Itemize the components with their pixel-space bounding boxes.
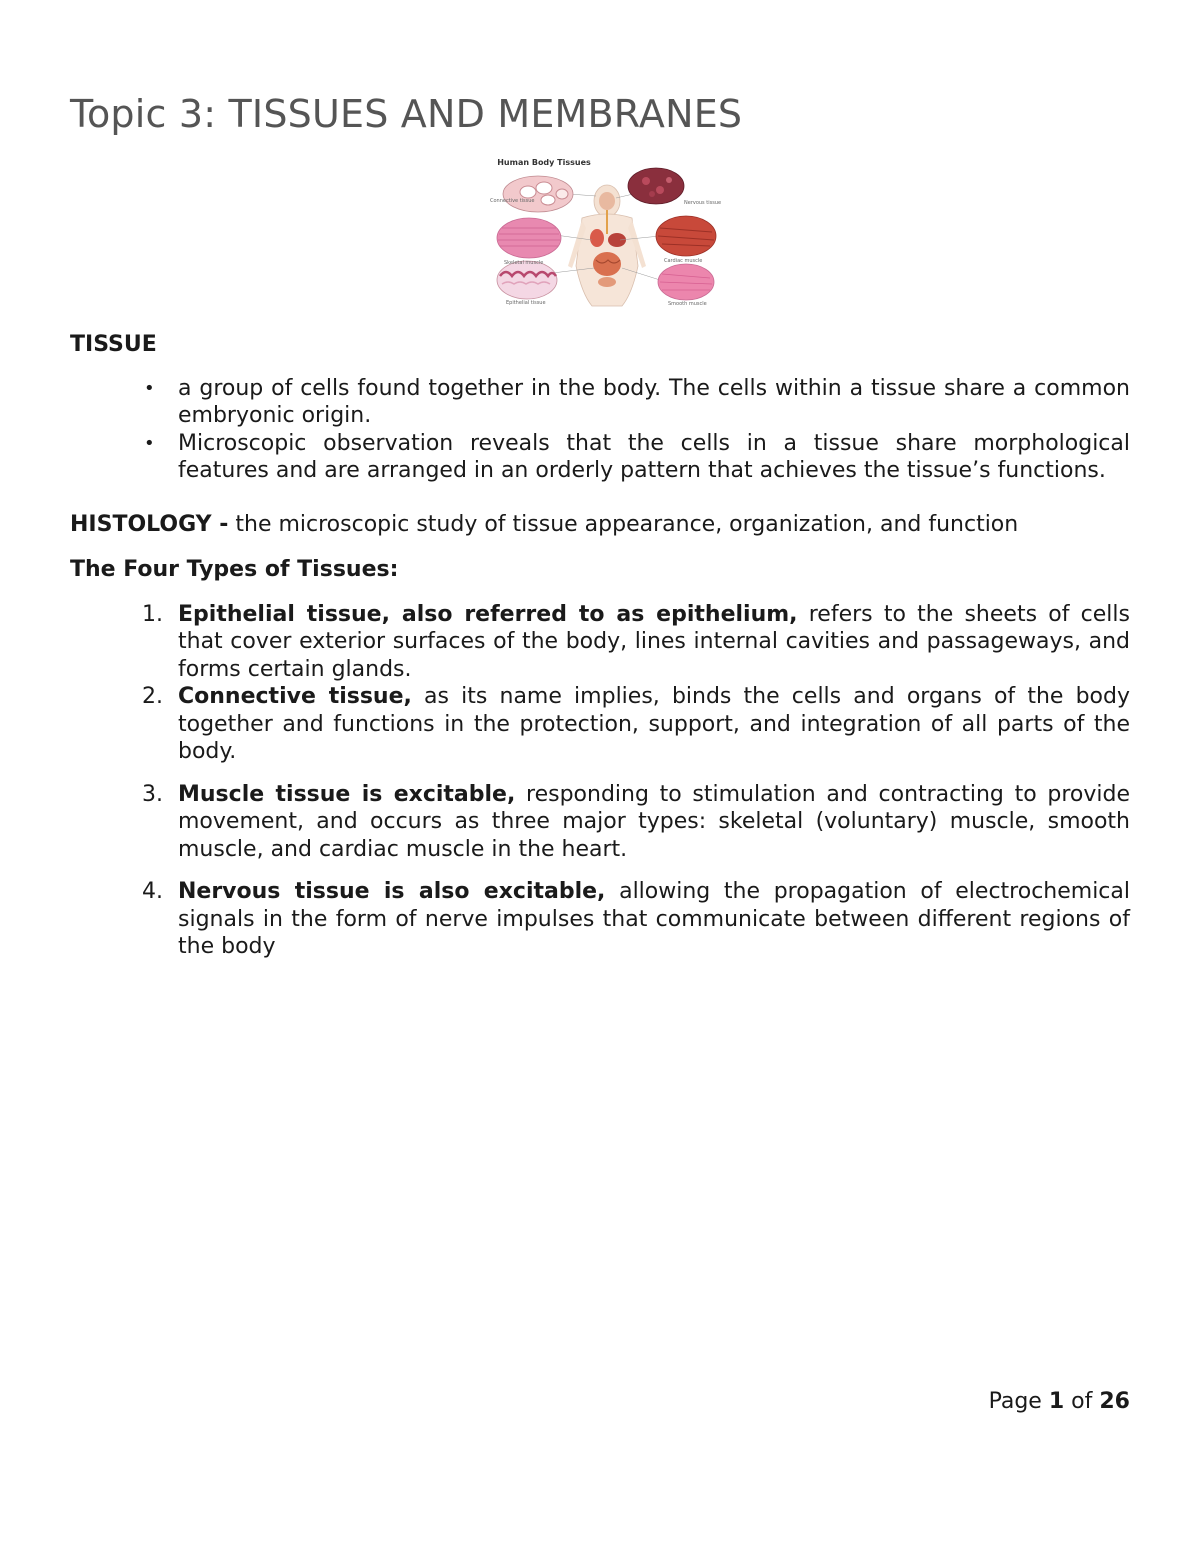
tissue-type-item [70,683,1130,766]
list-number: 3. [142,781,163,807]
figure-label-cardiac: Cardiac muscle [664,258,703,264]
skeletal-muscle-sample [497,218,561,258]
list-number: 2. [142,684,163,709]
tissue-types-list [70,601,1130,961]
tissue-type-item [70,601,1130,684]
tissue-type-description: refers to the sheets of cells that cover exterior surfaces of the body, lines internal cavities and passageways, and forms certain glands. [178,601,1130,682]
tissue-type-name: Nervous tissue is also excitable, [178,879,606,904]
page-word: Page [988,1389,1042,1414]
page-number: 1 [1048,1389,1065,1414]
figure-label-epithelial: Epithelial tissue [506,300,546,306]
human-body-tissues-figure [464,156,726,308]
cardiac-muscle-sample [656,216,716,256]
tissue-types-heading: The Four Types of Tissues: [70,557,399,582]
tissue-bullet-item: • Microscopic observation reveals that the cells in a tissue share morphological features and are arranged in an orderly pattern that achieves the tissue’s functions. [70,430,1130,485]
tissue-type-name: Connective tissue, [178,684,412,709]
histology-text: the microscopic study of tissue appearance, organization, and function [228,511,1019,537]
histology-term: HISTOLOGY - [70,511,229,537]
page-footer [989,1389,1130,1414]
tissue-bullet-list [70,375,1130,485]
nervous-tissue-sample [628,168,684,204]
tissue-heading: TISSUE [70,332,157,357]
list-number: 4. [142,879,163,904]
histology-definition [70,511,1130,539]
tissue-type-item [70,878,1130,961]
connective-tissue-sample [503,176,573,212]
tissue-type-name: Muscle tissue is excitable, [178,781,516,807]
smooth-muscle-sample [658,264,714,300]
tissue-type-item [70,781,1130,864]
figure-label-skeletal: Skeletal muscle [504,260,544,266]
list-number: 1. [142,601,163,627]
document-body [70,331,1130,961]
tissue-type-name: Epithelial tissue, also referred to as epithelium, [178,601,798,627]
figure-label-connective: Connective tissue [490,198,535,204]
figure-label-nervous: Nervous tissue [684,200,722,206]
tissue-type-description: as its name implies, binds the cells and organs of the body together and functions in the protection, support, and integration of all parts of the body. [178,684,1131,764]
tissue-type-description: allowing the propagation of electrochemical signals in the form of nerve impulses that communicate between different regions of the body [178,879,1130,959]
tissue-bullet-item: • a group of cells found together in the body. The cells within a tissue share a common embryonic origin. [70,375,1130,430]
figure-caption: Human Body Tissues [497,158,591,167]
tissue-type-description: responding to stimulation and contracting to provide movement, and occurs as three major types: skeletal (voluntary) muscle, smooth muscle, and cardiac muscle in the heart. [178,781,1130,862]
figure-label-smooth: Smooth muscle [668,301,707,307]
page-title: Topic 3: TISSUES AND MEMBRANES [70,92,743,136]
of-word: of [1071,1389,1093,1414]
human-body-tissues-illustration [464,156,726,308]
epithelial-tissue-sample [497,261,557,299]
page-total: 26 [1099,1389,1130,1414]
body-silhouette [568,185,646,306]
